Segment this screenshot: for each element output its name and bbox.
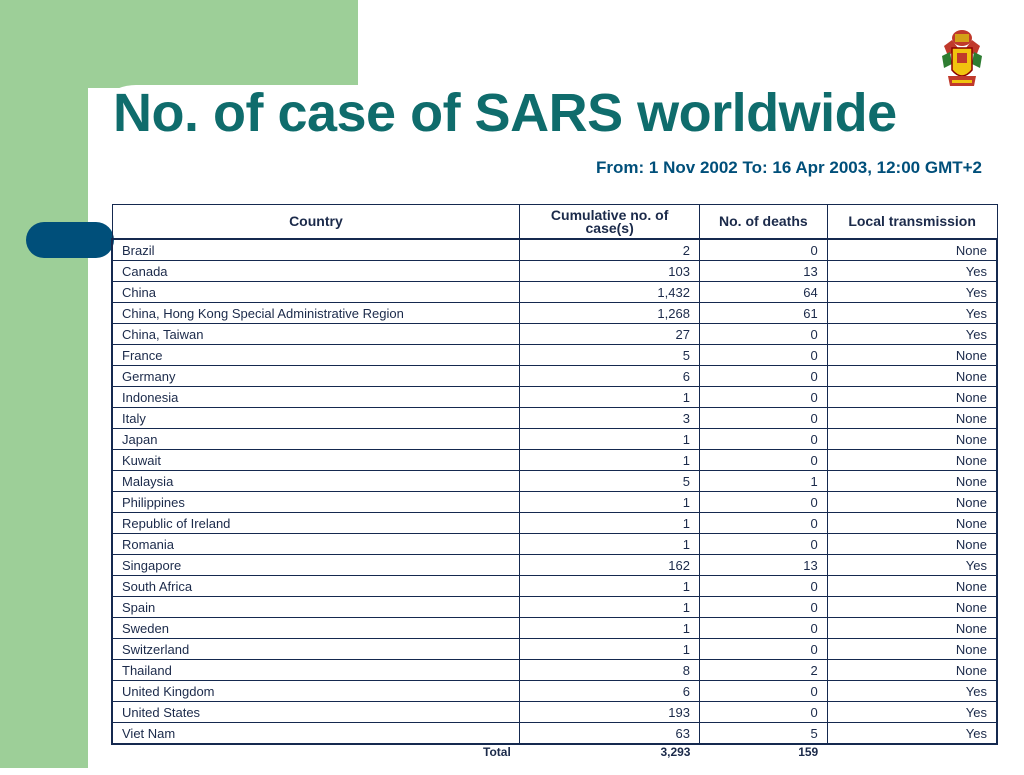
deaths-cell: 2 bbox=[699, 660, 827, 681]
cases-cell: 1 bbox=[520, 576, 700, 597]
cases-cell: 1,268 bbox=[520, 303, 700, 324]
deaths-cell: 13 bbox=[699, 555, 827, 576]
country-cell: Italy bbox=[112, 408, 520, 429]
deaths-cell: 13 bbox=[699, 261, 827, 282]
country-cell: Republic of Ireland bbox=[112, 513, 520, 534]
deaths-cell: 0 bbox=[699, 534, 827, 555]
local-transmission-cell: None bbox=[827, 639, 997, 660]
cases-cell: 8 bbox=[520, 660, 700, 681]
cases-cell: 6 bbox=[520, 681, 700, 702]
table-row bbox=[112, 534, 997, 555]
local-transmission-cell: None bbox=[827, 534, 997, 555]
cases-cell: 27 bbox=[520, 324, 700, 345]
table-row bbox=[112, 681, 997, 702]
cases-cell: 1 bbox=[520, 618, 700, 639]
country-cell: Viet Nam bbox=[112, 723, 520, 745]
cases-cell: 103 bbox=[520, 261, 700, 282]
header-deaths: No. of deaths bbox=[699, 205, 827, 240]
header-cumulative-cases: Cumulative no. of case(s) bbox=[520, 205, 700, 240]
local-transmission-cell: Yes bbox=[827, 324, 997, 345]
table-row bbox=[112, 387, 997, 408]
cases-cell: 193 bbox=[520, 702, 700, 723]
local-transmission-cell: None bbox=[827, 408, 997, 429]
deaths-cell: 0 bbox=[699, 618, 827, 639]
header-local-transmission: Local transmission bbox=[827, 205, 997, 240]
blue-accent-bar bbox=[26, 222, 114, 258]
country-cell: China bbox=[112, 282, 520, 303]
local-transmission-cell: Yes bbox=[827, 261, 997, 282]
cases-cell: 3 bbox=[520, 408, 700, 429]
total-cases: 3,293 bbox=[660, 745, 691, 759]
page-title: No. of case of SARS worldwide bbox=[113, 83, 897, 143]
deaths-cell: 0 bbox=[699, 597, 827, 618]
local-transmission-cell: Yes bbox=[827, 303, 997, 324]
country-cell: China, Taiwan bbox=[112, 324, 520, 345]
country-cell: Brazil bbox=[112, 239, 520, 261]
table-row bbox=[112, 555, 997, 576]
table-row bbox=[112, 324, 997, 345]
local-transmission-cell: None bbox=[827, 471, 997, 492]
cases-cell: 1 bbox=[520, 639, 700, 660]
table-header-row bbox=[112, 205, 997, 240]
country-cell: Sweden bbox=[112, 618, 520, 639]
coat-of-arms-icon bbox=[938, 26, 986, 92]
table-row bbox=[112, 576, 997, 597]
deaths-cell: 0 bbox=[699, 576, 827, 597]
header-country: Country bbox=[112, 205, 520, 240]
cases-cell: 162 bbox=[520, 555, 700, 576]
cases-cell: 6 bbox=[520, 366, 700, 387]
country-cell: Spain bbox=[112, 597, 520, 618]
cases-cell: 63 bbox=[520, 723, 700, 745]
table-row bbox=[112, 702, 997, 723]
table-row bbox=[112, 492, 997, 513]
country-cell: Kuwait bbox=[112, 450, 520, 471]
country-cell: South Africa bbox=[112, 576, 520, 597]
table-row bbox=[112, 639, 997, 660]
table-row bbox=[112, 597, 997, 618]
cases-cell: 1 bbox=[520, 429, 700, 450]
cases-cell: 1 bbox=[520, 597, 700, 618]
local-transmission-cell: Yes bbox=[827, 723, 997, 745]
table-row bbox=[112, 618, 997, 639]
local-transmission-cell: Yes bbox=[827, 282, 997, 303]
total-local-empty bbox=[827, 744, 997, 759]
deaths-cell: 61 bbox=[699, 303, 827, 324]
country-cell: Philippines bbox=[112, 492, 520, 513]
cases-cell: 1 bbox=[520, 513, 700, 534]
cases-cell: 2 bbox=[520, 239, 700, 261]
cases-cell: 5 bbox=[520, 471, 700, 492]
local-transmission-cell: None bbox=[827, 366, 997, 387]
local-transmission-cell: None bbox=[827, 618, 997, 639]
local-transmission-cell: None bbox=[827, 597, 997, 618]
deaths-cell: 0 bbox=[699, 450, 827, 471]
country-cell: China, Hong Kong Special Administrative Region bbox=[112, 303, 520, 324]
local-transmission-cell: Yes bbox=[827, 555, 997, 576]
table-row bbox=[112, 366, 997, 387]
table-row bbox=[112, 429, 997, 450]
total-label: Total bbox=[483, 745, 511, 759]
local-transmission-cell: None bbox=[827, 450, 997, 471]
local-transmission-cell: None bbox=[827, 492, 997, 513]
table-row bbox=[112, 261, 997, 282]
country-cell: Japan bbox=[112, 429, 520, 450]
country-cell: Germany bbox=[112, 366, 520, 387]
local-transmission-cell: None bbox=[827, 660, 997, 681]
country-cell: United Kingdom bbox=[112, 681, 520, 702]
cases-cell: 5 bbox=[520, 345, 700, 366]
deaths-cell: 0 bbox=[699, 239, 827, 261]
deaths-cell: 0 bbox=[699, 345, 827, 366]
country-cell: Romania bbox=[112, 534, 520, 555]
country-cell: Canada bbox=[112, 261, 520, 282]
table-row bbox=[112, 282, 997, 303]
country-cell: Thailand bbox=[112, 660, 520, 681]
table-row bbox=[112, 660, 997, 681]
deaths-cell: 0 bbox=[699, 702, 827, 723]
deaths-cell: 1 bbox=[699, 471, 827, 492]
deaths-cell: 0 bbox=[699, 429, 827, 450]
deaths-cell: 64 bbox=[699, 282, 827, 303]
local-transmission-cell: None bbox=[827, 239, 997, 261]
local-transmission-cell: None bbox=[827, 576, 997, 597]
country-cell: France bbox=[112, 345, 520, 366]
deaths-cell: 0 bbox=[699, 513, 827, 534]
country-cell: Indonesia bbox=[112, 387, 520, 408]
country-cell: Singapore bbox=[112, 555, 520, 576]
country-cell: United States bbox=[112, 702, 520, 723]
left-green-band bbox=[0, 0, 88, 768]
deaths-cell: 0 bbox=[699, 681, 827, 702]
total-deaths: 159 bbox=[798, 745, 819, 759]
deaths-cell: 0 bbox=[699, 492, 827, 513]
table-row bbox=[112, 239, 997, 261]
local-transmission-cell: Yes bbox=[827, 681, 997, 702]
local-transmission-cell: Yes bbox=[827, 702, 997, 723]
table-row bbox=[112, 450, 997, 471]
table-row bbox=[112, 471, 997, 492]
total-row bbox=[112, 744, 997, 759]
deaths-cell: 0 bbox=[699, 366, 827, 387]
cases-cell: 1 bbox=[520, 492, 700, 513]
local-transmission-cell: None bbox=[827, 345, 997, 366]
local-transmission-cell: None bbox=[827, 513, 997, 534]
table-row bbox=[112, 345, 997, 366]
sars-cases-table bbox=[111, 204, 998, 759]
table-row bbox=[112, 303, 997, 324]
table-row bbox=[112, 513, 997, 534]
deaths-cell: 0 bbox=[699, 408, 827, 429]
table-row bbox=[112, 723, 997, 745]
cases-cell: 1 bbox=[520, 534, 700, 555]
table-row bbox=[112, 408, 997, 429]
date-range-subtitle: From: 1 Nov 2002 To: 16 Apr 2003, 12:00 GMT+2 bbox=[596, 158, 982, 177]
cases-cell: 1 bbox=[520, 450, 700, 471]
country-cell: Switzerland bbox=[112, 639, 520, 660]
deaths-cell: 0 bbox=[699, 387, 827, 408]
country-cell: Malaysia bbox=[112, 471, 520, 492]
deaths-cell: 0 bbox=[699, 324, 827, 345]
local-transmission-cell: None bbox=[827, 429, 997, 450]
cases-cell: 1 bbox=[520, 387, 700, 408]
top-green-band bbox=[0, 0, 358, 88]
deaths-cell: 0 bbox=[699, 639, 827, 660]
cases-cell: 1,432 bbox=[520, 282, 700, 303]
deaths-cell: 5 bbox=[699, 723, 827, 745]
local-transmission-cell: None bbox=[827, 387, 997, 408]
